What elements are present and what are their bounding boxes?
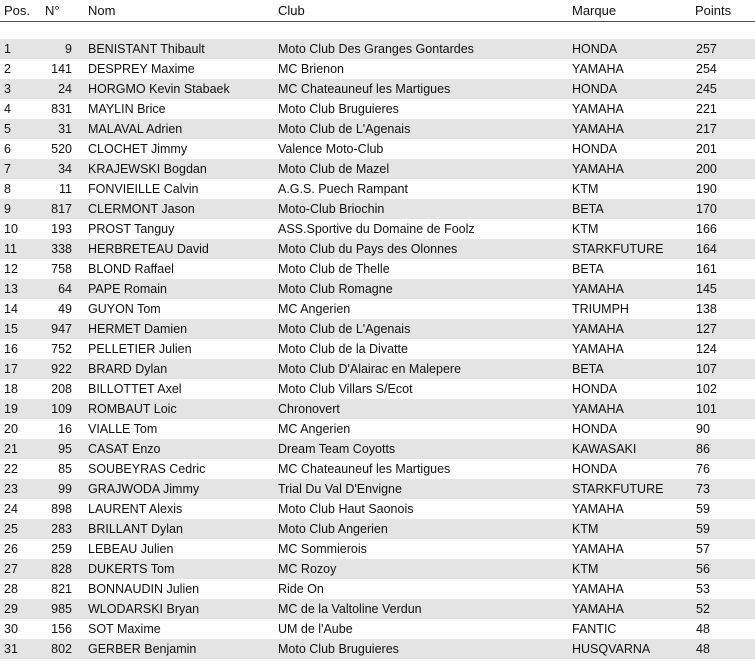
table-row (0, 259, 755, 279)
row-club: MC de la Valtoline Verdun (278, 602, 422, 616)
row-nom: MAYLIN Brice (88, 102, 166, 116)
row-pos: 27 (4, 562, 18, 576)
row-club: ASS.Sportive du Domaine de Foolz (278, 222, 475, 236)
row-points: 245 (696, 82, 717, 96)
row-nom: GERBER Benjamin (88, 642, 197, 656)
row-club: Moto-Club Briochin (278, 202, 385, 216)
row-nom: BRILLANT Dylan (88, 522, 183, 536)
table-row (0, 139, 755, 159)
row-pos: 30 (4, 622, 18, 636)
row-num: 95 (58, 442, 72, 456)
row-club: MC Chateauneuf les Martigues (278, 82, 451, 96)
row-club: Moto Club de la Divatte (278, 342, 408, 356)
row-marque: YAMAHA (572, 602, 624, 616)
row-pos: 19 (4, 402, 18, 416)
row-marque: STARKFUTURE (572, 482, 664, 496)
row-points: 217 (696, 122, 717, 136)
row-nom: WLODARSKI Bryan (88, 602, 200, 616)
row-pos: 4 (4, 102, 11, 116)
table-row (0, 79, 755, 99)
table-row (0, 119, 755, 139)
row-club: Dream Team Coyotts (278, 442, 396, 456)
row-num: 99 (58, 482, 72, 496)
table-row (0, 519, 755, 539)
row-nom: PAPE Romain (88, 282, 167, 296)
row-club: Moto Club de Thelle (278, 262, 390, 276)
row-nom: PROST Tanguy (88, 222, 175, 236)
row-marque: YAMAHA (572, 342, 624, 356)
row-pos: 26 (4, 542, 18, 556)
row-num: 49 (58, 302, 72, 316)
row-pos: 22 (4, 462, 18, 476)
row-club: Moto Club Angerien (278, 522, 388, 536)
row-nom: CLOCHET Jimmy (88, 142, 188, 156)
row-pos: 20 (4, 422, 18, 436)
row-points: 102 (696, 382, 717, 396)
row-nom: BLOND Raffael (88, 262, 174, 276)
row-num: 821 (51, 582, 72, 596)
row-points: 107 (696, 362, 717, 376)
row-points: 76 (696, 462, 710, 476)
table-row (0, 219, 755, 239)
row-nom: BENISTANT Thibault (88, 42, 205, 56)
row-marque: YAMAHA (572, 402, 624, 416)
row-pos: 7 (4, 162, 11, 176)
row-marque: KTM (572, 222, 599, 236)
table-row (0, 239, 755, 259)
row-points: 48 (696, 642, 710, 656)
row-num: 985 (51, 602, 72, 616)
row-points: 53 (696, 582, 710, 596)
row-club: MC Brienon (278, 62, 344, 76)
header-marque: Marque (572, 3, 617, 18)
row-pos: 2 (4, 62, 11, 76)
table-row (0, 59, 755, 79)
row-marque: YAMAHA (572, 162, 624, 176)
row-club: A.G.S. Puech Rampant (278, 182, 408, 196)
row-num: 109 (51, 402, 72, 416)
row-pos: 31 (4, 642, 18, 656)
row-nom: KRAJEWSKI Bogdan (88, 162, 207, 176)
row-num: 9 (65, 42, 72, 56)
row-points: 59 (696, 522, 710, 536)
row-pos: 16 (4, 342, 18, 356)
row-num: 193 (51, 222, 72, 236)
row-nom: SOT Maxime (88, 622, 161, 636)
row-club: UM de l'Aube (278, 622, 353, 636)
table-row (0, 639, 755, 659)
table-row (0, 459, 755, 479)
row-points: 101 (696, 402, 717, 416)
row-pos: 9 (4, 202, 11, 216)
row-points: 161 (696, 262, 717, 276)
row-nom: BILLOTTET Axel (88, 382, 182, 396)
row-nom: GRAJWODA Jimmy (88, 482, 200, 496)
row-club: Moto Club D'Alairac en Malepere (278, 362, 462, 376)
table-row (0, 159, 755, 179)
row-num: 752 (51, 342, 72, 356)
row-nom: GUYON Tom (88, 302, 161, 316)
row-nom: CASAT Enzo (88, 442, 161, 456)
row-pos: 25 (4, 522, 18, 536)
header-club: Club (278, 3, 305, 18)
row-marque: YAMAHA (572, 102, 624, 116)
row-club: MC Sommierois (278, 542, 367, 556)
row-points: 56 (696, 562, 710, 576)
table-row (0, 379, 755, 399)
row-marque: YAMAHA (572, 582, 624, 596)
row-club: Chronovert (278, 402, 340, 416)
row-pos: 21 (4, 442, 18, 456)
row-num: 520 (51, 142, 72, 156)
row-marque: KTM (572, 522, 599, 536)
row-marque: KTM (572, 562, 599, 576)
row-pos: 3 (4, 82, 11, 96)
row-num: 156 (51, 622, 72, 636)
header-points: Points (695, 3, 732, 18)
row-points: 52 (696, 602, 710, 616)
row-pos: 28 (4, 582, 18, 596)
row-num: 831 (51, 102, 72, 116)
row-pos: 29 (4, 602, 18, 616)
table-row (0, 479, 755, 499)
row-num: 85 (58, 462, 72, 476)
row-points: 127 (696, 322, 717, 336)
row-pos: 13 (4, 282, 18, 296)
row-club: MC Chateauneuf les Martigues (278, 462, 451, 476)
row-marque: BETA (572, 262, 604, 276)
row-points: 170 (696, 202, 717, 216)
row-nom: VIALLE Tom (88, 422, 158, 436)
row-nom: DUKERTS Tom (88, 562, 175, 576)
row-pos: 18 (4, 382, 18, 396)
row-nom: FONVIEILLE Calvin (88, 182, 199, 196)
row-points: 138 (696, 302, 717, 316)
row-club: Moto Club de L'Agenais (278, 322, 411, 336)
row-marque: HONDA (572, 142, 618, 156)
row-nom: LAURENT Alexis (88, 502, 183, 516)
row-points: 257 (696, 42, 717, 56)
row-club: Moto Club Des Granges Gontardes (278, 42, 474, 56)
table-row (0, 579, 755, 599)
row-marque: HONDA (572, 422, 618, 436)
row-points: 59 (696, 502, 710, 516)
row-points: 57 (696, 542, 710, 556)
row-num: 16 (58, 422, 72, 436)
row-marque: YAMAHA (572, 322, 624, 336)
row-club: MC Rozoy (278, 562, 337, 576)
row-nom: BRARD Dylan (88, 362, 168, 376)
row-num: 141 (51, 62, 72, 76)
table-row (0, 339, 755, 359)
row-marque: STARKFUTURE (572, 242, 664, 256)
row-num: 922 (51, 362, 72, 376)
row-nom: DESPREY Maxime (88, 62, 195, 76)
row-nom: MALAVAL Adrien (88, 122, 183, 136)
row-points: 190 (696, 182, 717, 196)
row-num: 898 (51, 502, 72, 516)
row-pos: 8 (4, 182, 11, 196)
row-points: 124 (696, 342, 717, 356)
row-pos: 12 (4, 262, 18, 276)
row-marque: KAWASAKI (572, 442, 637, 456)
row-num: 64 (58, 282, 72, 296)
row-marque: HUSQVARNA (572, 642, 651, 656)
table-row (0, 399, 755, 419)
row-nom: BONNAUDIN Julien (88, 582, 200, 596)
row-club: Moto Club Villars S/Ecot (278, 382, 413, 396)
row-num: 283 (51, 522, 72, 536)
table-row (0, 419, 755, 439)
row-nom: SOUBEYRAS Cedric (88, 462, 206, 476)
row-num: 817 (51, 202, 72, 216)
row-points: 164 (696, 242, 717, 256)
row-points: 90 (696, 422, 710, 436)
row-club: Moto Club Bruguieres (278, 642, 399, 656)
row-club: MC Angerien (278, 302, 351, 316)
row-club: Moto Club de Mazel (278, 162, 390, 176)
table-row (0, 359, 755, 379)
table-row (0, 619, 755, 639)
table-body (0, 39, 755, 659)
row-pos: 14 (4, 302, 18, 316)
row-nom: CLERMONT Jason (88, 202, 195, 216)
table-row (0, 299, 755, 319)
row-points: 201 (696, 142, 717, 156)
table-row (0, 439, 755, 459)
row-pos: 11 (4, 242, 17, 256)
row-club: Moto Club Bruguieres (278, 102, 399, 116)
row-marque: HONDA (572, 382, 618, 396)
row-pos: 10 (4, 222, 18, 236)
row-points: 254 (696, 62, 717, 76)
row-marque: YAMAHA (572, 282, 624, 296)
row-marque: TRIUMPH (572, 302, 629, 316)
header-nom: Nom (88, 3, 116, 18)
row-pos: 23 (4, 482, 18, 496)
row-points: 166 (696, 222, 717, 236)
table-row (0, 499, 755, 519)
row-points: 221 (696, 102, 717, 116)
row-marque: KTM (572, 182, 599, 196)
table-row (0, 39, 755, 59)
row-marque: HONDA (572, 462, 618, 476)
table-row (0, 599, 755, 619)
row-pos: 15 (4, 322, 18, 336)
row-pos: 6 (4, 142, 11, 156)
row-num: 828 (51, 562, 72, 576)
row-num: 947 (51, 322, 72, 336)
row-pos: 1 (4, 42, 11, 56)
row-num: 338 (51, 242, 72, 256)
row-nom: HERMET Damien (88, 322, 188, 336)
table-row (0, 279, 755, 299)
row-num: 208 (51, 382, 72, 396)
row-points: 200 (696, 162, 717, 176)
table-header (0, 0, 755, 22)
row-num: 24 (58, 82, 72, 96)
row-marque: YAMAHA (572, 542, 624, 556)
row-num: 34 (58, 162, 72, 176)
row-nom: HORGMO Kevin Stabaek (88, 82, 230, 96)
row-club: Valence Moto-Club (278, 142, 384, 156)
table-row (0, 559, 755, 579)
row-num: 11 (59, 182, 72, 196)
row-marque: BETA (572, 202, 604, 216)
row-club: Moto Club Romagne (278, 282, 393, 296)
header-pos: Pos. (4, 3, 31, 18)
row-points: 73 (696, 482, 710, 496)
row-nom: HERBRETEAU David (88, 242, 209, 256)
table-row (0, 319, 755, 339)
table-row (0, 199, 755, 219)
row-pos: 24 (4, 502, 18, 516)
row-marque: HONDA (572, 82, 618, 96)
table-row (0, 179, 755, 199)
row-points: 48 (696, 622, 710, 636)
row-marque: YAMAHA (572, 122, 624, 136)
row-nom: ROMBAUT Loic (88, 402, 177, 416)
row-nom: PELLETIER Julien (88, 342, 192, 356)
table-row (0, 539, 755, 559)
row-num: 31 (58, 122, 72, 136)
row-pos: 17 (4, 362, 18, 376)
header-num: N° (45, 3, 60, 18)
row-marque: YAMAHA (572, 62, 624, 76)
row-club: Ride On (278, 582, 324, 596)
row-nom: LEBEAU Julien (88, 542, 174, 556)
row-points: 145 (696, 282, 717, 296)
row-pos: 5 (4, 122, 11, 136)
row-club: Moto Club du Pays des Olonnes (278, 242, 458, 256)
row-num: 758 (51, 262, 72, 276)
row-marque: BETA (572, 362, 604, 376)
row-points: 86 (696, 442, 710, 456)
row-marque: HONDA (572, 42, 618, 56)
row-num: 802 (51, 642, 72, 656)
row-club: Moto Club Haut Saonois (278, 502, 414, 516)
row-club: MC Angerien (278, 422, 351, 436)
row-marque: FANTIC (572, 622, 617, 636)
row-marque: YAMAHA (572, 502, 624, 516)
row-club: Moto Club de L'Agenais (278, 122, 411, 136)
row-num: 259 (51, 542, 72, 556)
table-row (0, 99, 755, 119)
row-club: Trial Du Val D'Envigne (278, 482, 402, 496)
